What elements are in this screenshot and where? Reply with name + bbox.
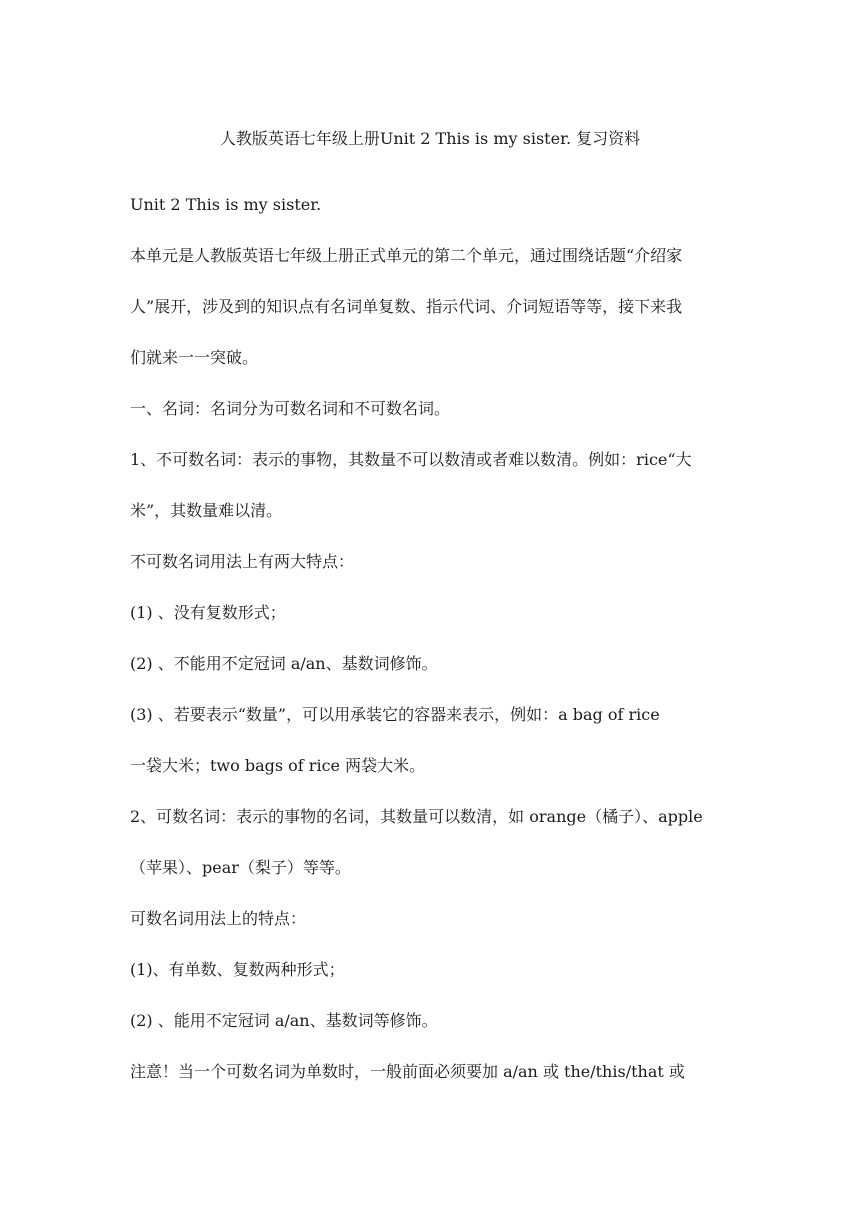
paragraph-line: 一、名词：名词分为可数名词和不可数名词。 [130,399,451,418]
paragraph-line: Unit 2 This is my sister. [130,195,322,214]
paragraph-line: 们就来一一突破。 [130,348,259,367]
paragraph-line: (1)、有单数、复数两种形式； [130,960,345,979]
paragraph-line: 2、可数名词：表示的事物的名词，其数量可以数清，如 orange（橘子）、apple [130,807,703,826]
paragraph-line: 不可数名词用法上有两大特点： [130,552,355,571]
paragraph-line: 可数名词用法上的特点： [130,909,307,928]
paragraph-line: 一袋大米；two bags of rice 两袋大米。 [130,756,426,775]
paragraph-line: 本单元是人教版英语七年级上册正式单元的第二个单元，通过围绕话题“介绍家 [130,246,683,265]
paragraph-line: (3) 、若要表示“数量”，可以用承装它的容器来表示，例如：a bag of rice [130,705,660,724]
paragraph-line: (1) 、没有复数形式； [130,603,286,622]
paragraph-line: 人”展开，涉及到的知识点有名词单复数、指示代词、介词短语等等，接下来我 [130,297,683,316]
paragraph-line: (2) 、不能用不定冠词 a/an、基数词修饰。 [130,654,438,673]
paragraph-line: 注意！当一个可数名词为单数时，一般前面必须要加 a/an 或 the/this/that 或 [130,1062,685,1081]
paragraph-line: （苹果）、pear（梨子）等等。 [130,858,351,877]
document-title: 人教版英语七年级上册Unit 2 This is my sister. 复习资料 [219,129,641,148]
paragraph-line: 1、不可数名词：表示的事物，其数量不可以数清或者难以数清。例如：rice“大 [130,450,692,469]
paragraph-line: 米”，其数量难以清。 [130,501,283,520]
document-body [130,179,730,1097]
paragraph-line: (2) 、能用不定冠词 a/an、基数词等修饰。 [130,1011,438,1030]
